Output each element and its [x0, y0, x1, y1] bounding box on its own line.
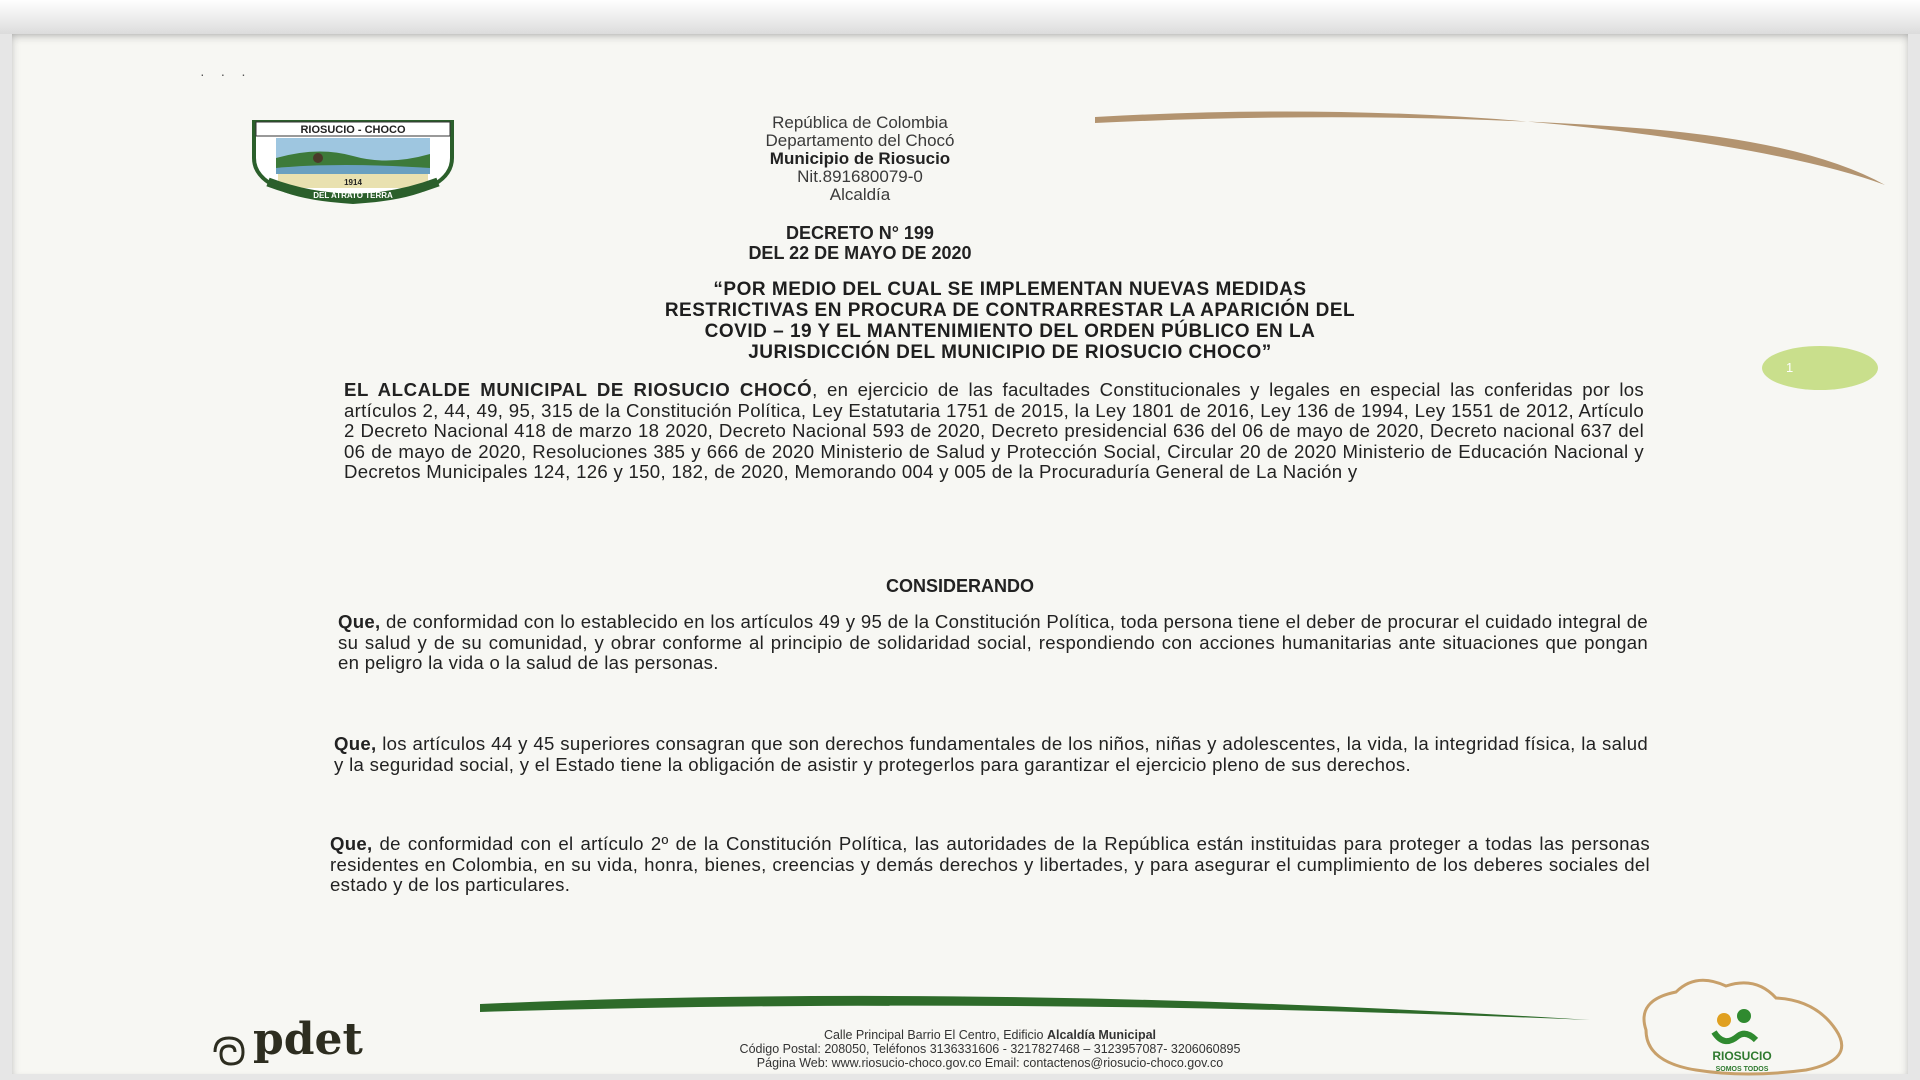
- riosucio-municipal-logo: [1606, 970, 1886, 1080]
- pdet-logo: [205, 1002, 435, 1072]
- paragraph-3-keyword: Que,: [330, 833, 373, 854]
- intro-text: , en ejercicio de las facultades Constitucionales y legales en especial las conferidas por los artículos 2, 44, 49, 95, 315 de la Constitución Política, Ley Estatutaria 1751 de 2015, la Ley 1801 de 2016, Ley 136 de 1994, Ley 1551 de 2012, Artículo 2 Decreto Nacional 418 de marzo 18 2020, Decreto Nacional 593 de 2020, Decreto presidencial 636 del 06 de mayo de 2020, Decreto nacional 637 del 06 de mayo de 2020, Resoluciones 385 y 666 de 2020 Ministerio de Salud y Protección Social, Circular 20 de 2020 Ministerio de Educación Nacional y Decretos Municipales 124, 126 y 150, 182, de 2020, Memorando 004 y 005 de la Procuraduría General de La Nación y: [344, 379, 1644, 482]
- paragraph-1-text: de conformidad con lo establecido en los artículos 49 y 95 de la Constitución Política, toda persona tiene el deber de procurar el cuidado integral de su salud y de su comunidad, y obrar conforme al principio de solidaridad social, respondiendo con acciones humanitarias ante situaciones que pongan en peligro la vida o la salud de las personas.: [338, 611, 1648, 673]
- title-line-3: COVID – 19 Y EL MANTENIMIENTO DEL ORDEN PÚBLICO EN LA: [704, 321, 1316, 342]
- header-department: Departamento del Chocó: [765, 131, 955, 150]
- riosucio-logo-tagline: SOMOS TODOS: [1715, 1066, 1769, 1073]
- decorative-swoosh-top: [1090, 105, 1890, 195]
- paragraph-1: [338, 612, 1648, 674]
- page-number: 1: [1786, 360, 1794, 375]
- intro-lead: EL ALCALDE MUNICIPAL DE RIOSUCIO CHOCÓ: [344, 379, 813, 400]
- page-number-badge: [1762, 346, 1878, 390]
- header-municipality: Municipio de Riosucio: [769, 149, 951, 168]
- paragraph-3-text: de conformidad con el artículo 2º de la Constitución Política, las autoridades de la República están instituidas para proteger a todas las personas residentes en Colombia, en su vida, honra, bienes, creencias y demás derechos y libertades, y para asegurar el cumplimiento de los deberes sociales del estado y de los particulares.: [330, 833, 1650, 895]
- paragraph-3: [330, 834, 1650, 896]
- decorative-swoosh-footer: [480, 990, 1600, 1030]
- considerando-heading: CONSIDERANDO: [885, 576, 1034, 596]
- footer-phones: Código Postal: 208050, Teléfonos 3136331606 - 3217827468 – 3123957087- 3206060895: [739, 1042, 1241, 1056]
- decree-date: DEL 22 DE MAYO DE 2020: [748, 243, 972, 263]
- crest-year: 1914: [344, 178, 362, 187]
- scan-top-edge: [0, 0, 1920, 34]
- paragraph-2: [334, 734, 1648, 775]
- footer-address: [500, 1028, 1480, 1042]
- document-header: [600, 114, 1120, 204]
- footer-address-bold: Alcaldía Municipal: [1046, 1028, 1157, 1042]
- title-line-2: RESTRICTIVAS EN PROCURA DE CONTRARRESTAR LA APARICIÓN DEL: [664, 300, 1356, 321]
- crest-bottom-text: DEL ATRATO TERRA: [313, 191, 393, 200]
- pdet-logo-text: pdet: [253, 1014, 363, 1065]
- crest-top-text: RIOSUCIO - CHOCO: [300, 124, 406, 136]
- footer-contact: [500, 1028, 1480, 1070]
- title-line-1: “POR MEDIO DEL CUAL SE IMPLEMENTAN NUEVAS MEDIDAS: [713, 279, 1307, 300]
- scan-marks: · · ·: [200, 66, 252, 82]
- paragraph-1-keyword: Que,: [338, 611, 381, 632]
- header-office: Alcaldía: [829, 185, 891, 204]
- title-line-4: JURISDICCIÓN DEL MUNICIPIO DE RIOSUCIO CHOCO”: [748, 342, 1272, 363]
- decree-heading: [600, 223, 1120, 263]
- header-nit: Nit.891680079-0: [797, 167, 923, 186]
- footer-address-text: Calle Principal Barrio El Centro, Edificio: [823, 1028, 1044, 1042]
- decree-title: [360, 279, 1660, 363]
- header-country: República de Colombia: [772, 113, 948, 132]
- intro-paragraph: [344, 380, 1644, 483]
- paragraph-2-text: los artículos 44 y 45 superiores consagran que son derechos fundamentales de los niños, niñas y adolescentes, la vida, la integridad física, la salud y la seguridad social, y el Estado tiene la obligación de asistir y protegerlos para garantizar el ejercicio pleno de sus derechos.: [334, 733, 1648, 775]
- footer-web-email: Página Web: www.riosucio-choco.gov.co Email: contactenos@riosucio-choco.gov.co: [756, 1056, 1224, 1070]
- decree-number: DECRETO N° 199: [786, 223, 934, 243]
- riosucio-logo-name: RIOSUCIO: [1712, 1049, 1772, 1063]
- paragraph-2-keyword: Que,: [334, 733, 377, 754]
- riosucio-crest-logo: [248, 118, 458, 204]
